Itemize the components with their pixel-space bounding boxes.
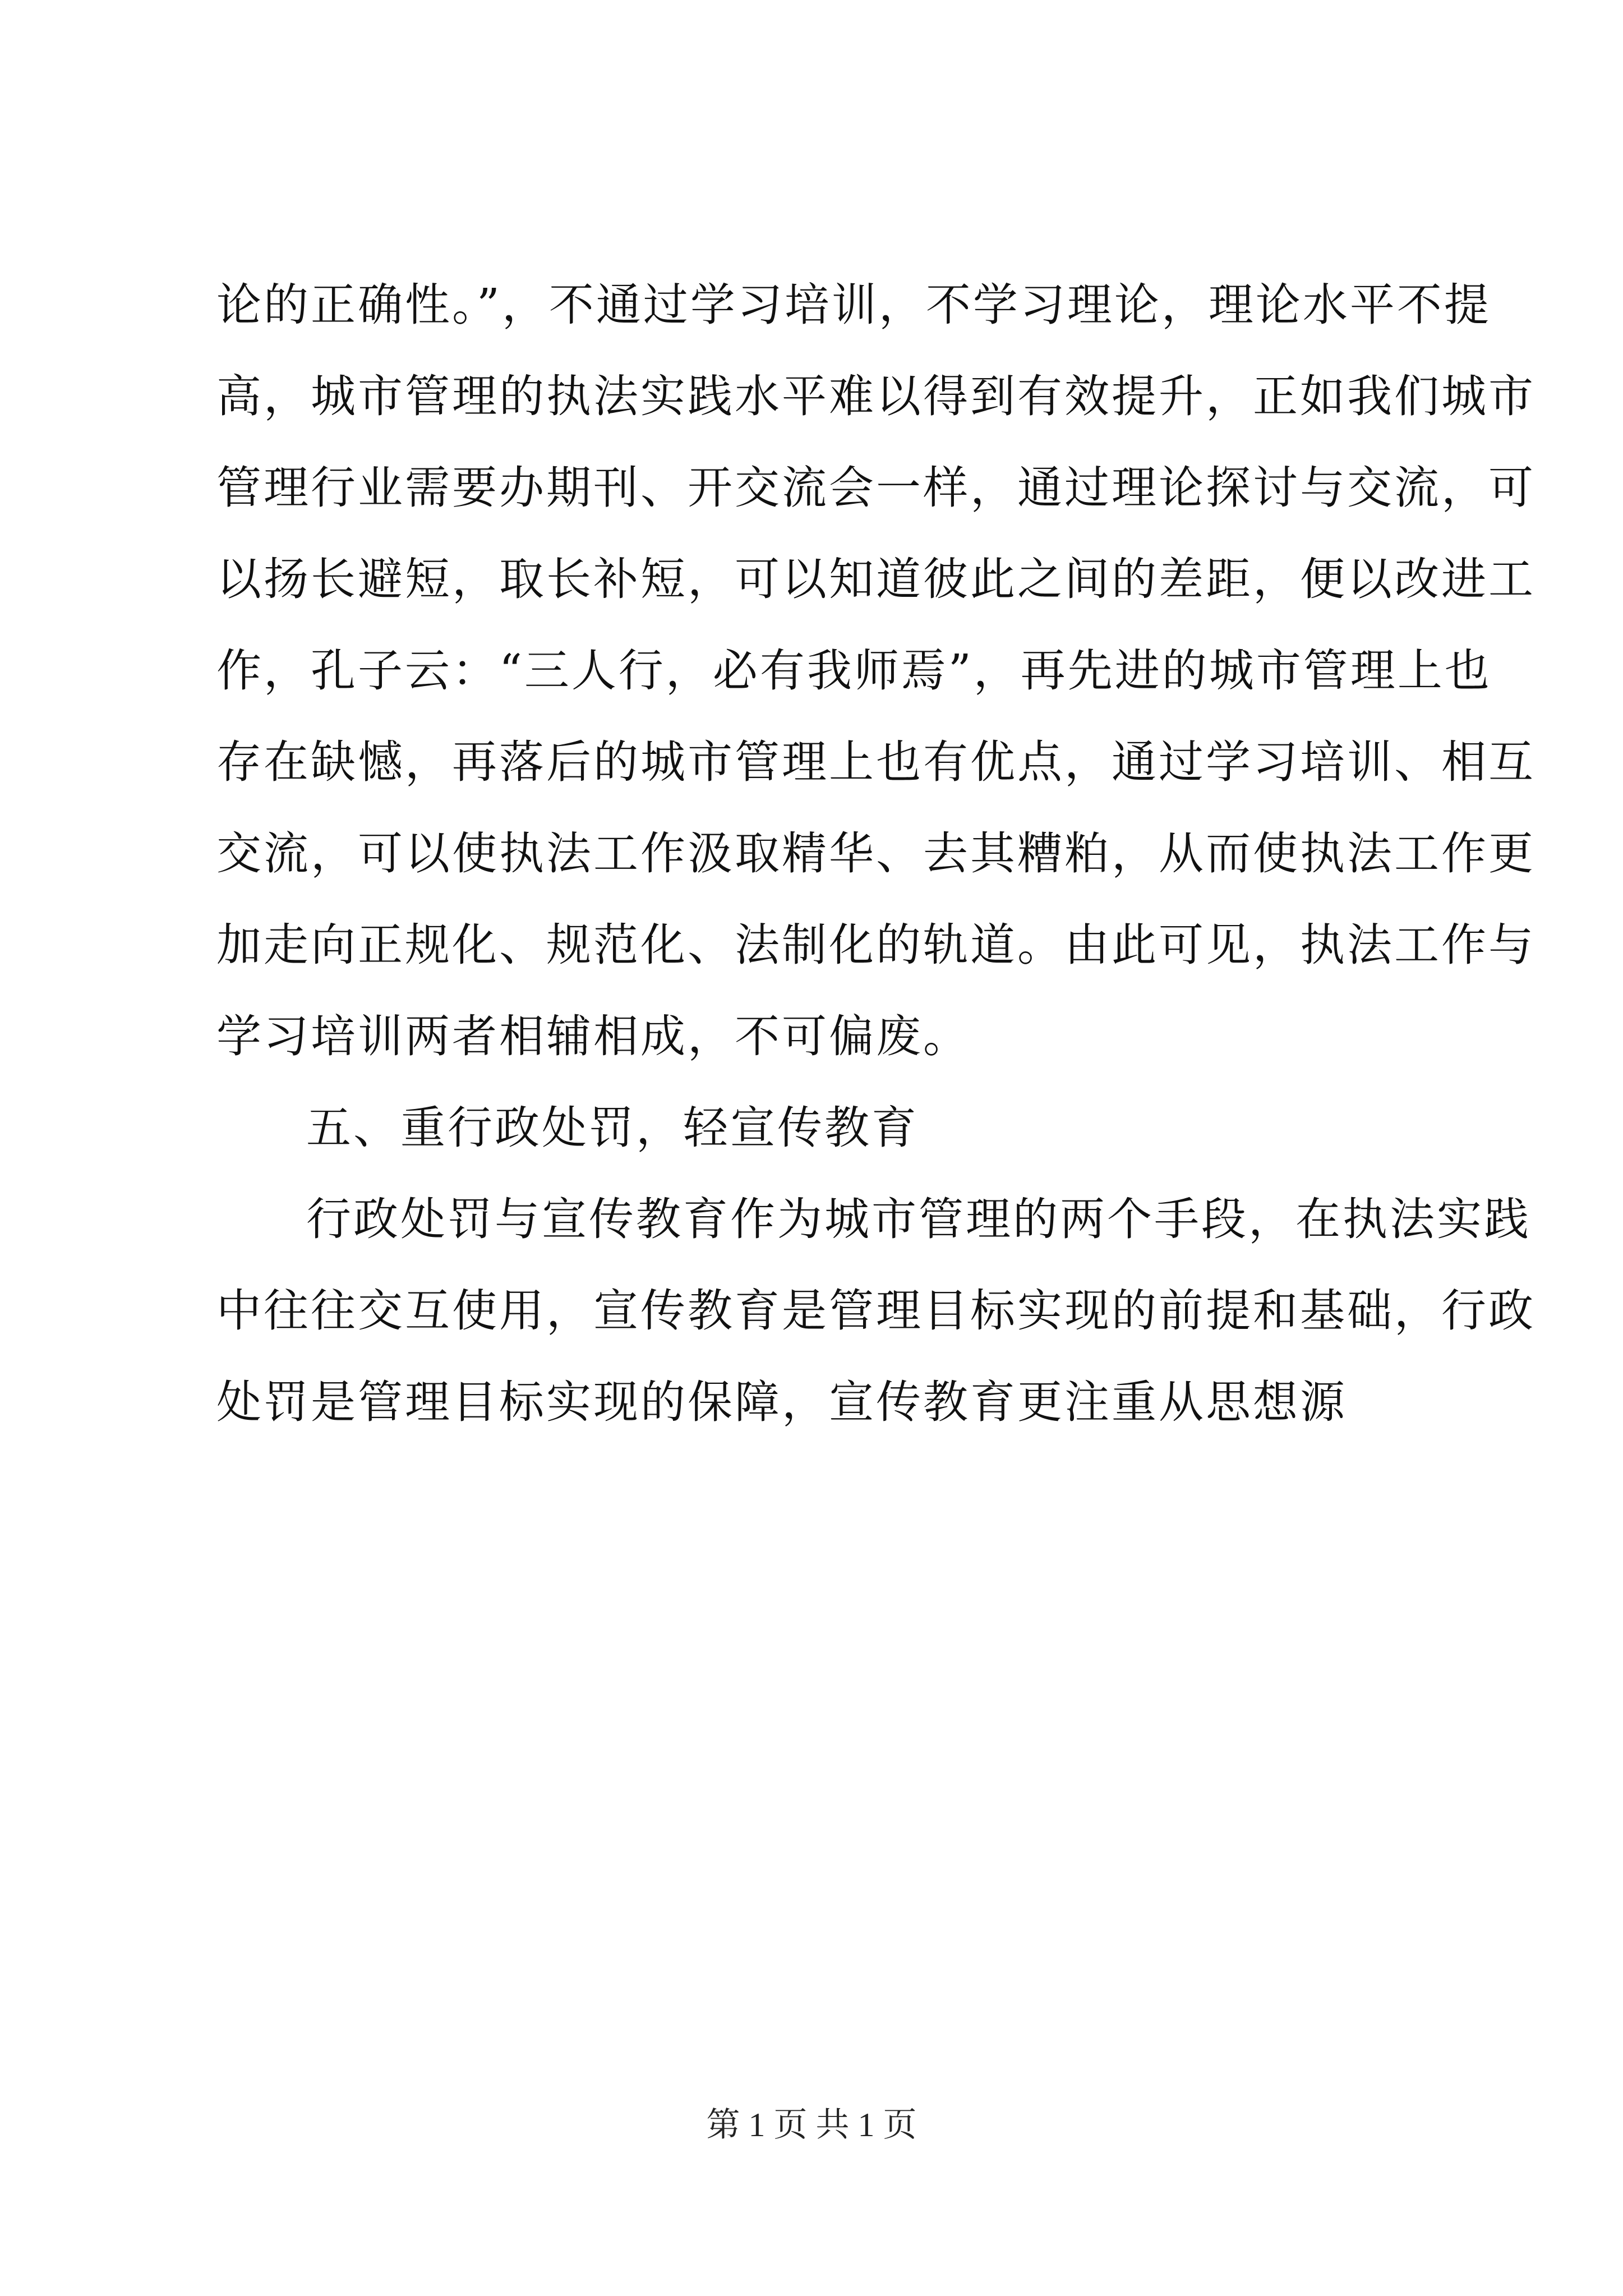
paragraph-line: 以扬长避短，取长补短，可以知道彼此之间的差距，便以改进工 — [216, 553, 1536, 605]
paragraph-line: 学习培训两者相辅相成，不可偏废。 — [216, 1010, 970, 1062]
paragraph-line: 作，孔子云：“三人行，必有我师焉”，再先进的城市管理上也 — [216, 645, 1492, 697]
paragraph-line: 加走向正规化、规范化、法制化的轨道。由此可见，执法工作与 — [216, 919, 1536, 971]
paragraph-line: 论的正确性。”，不通过学习培训，不学习理论，理论水平不提 — [216, 279, 1491, 331]
paragraph-line: 处罚是管理目标实现的保障，宣传教育更注重从思想源 — [216, 1376, 1347, 1428]
page-number-footer: 第 1 页 共 1 页 — [706, 2106, 917, 2143]
paragraph-line: 管理行业需要办期刊、开交流会一样，通过理论探讨与交流，可 — [216, 462, 1536, 514]
paragraph-line: 高，城市管理的执法实践水平难以得到有效提升，正如我们城市 — [216, 370, 1536, 422]
paragraph-line: 交流，可以使执法工作汲取精华、去其糟粕，从而使执法工作更 — [216, 827, 1536, 880]
paragraph-line: 行政处罚与宣传教育作为城市管理的两个手段，在执法实践 — [306, 1193, 1531, 1245]
paragraph-line: 中往往交互使用，宣传教育是管理目标实现的前提和基础，行政 — [216, 1285, 1536, 1337]
section-heading: 五、重行政处罚，轻宣传教育 — [306, 1102, 919, 1154]
paragraph-line: 存在缺憾，再落后的城市管理上也有优点，通过学习培训、相互 — [216, 736, 1536, 788]
document-body — [216, 259, 1536, 1448]
